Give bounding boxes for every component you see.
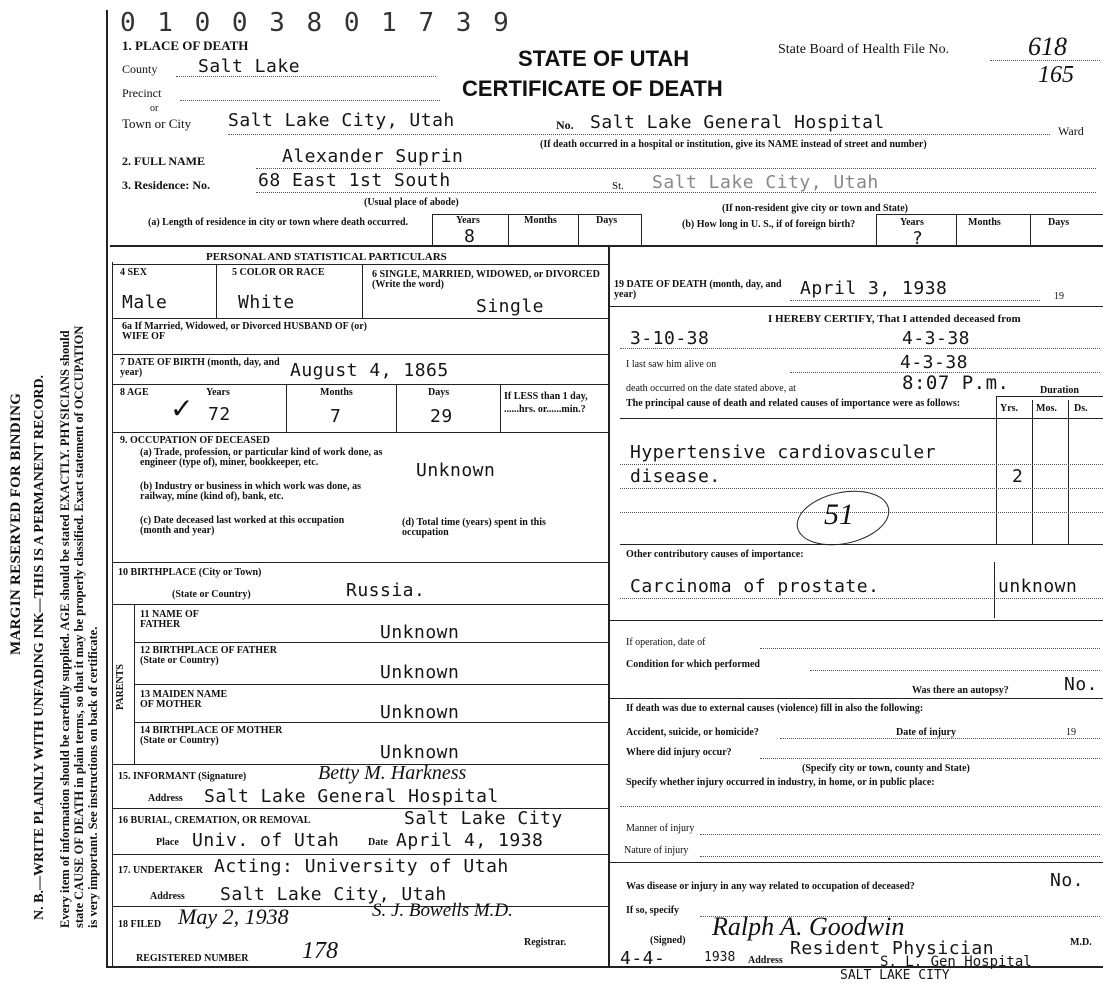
certify-text: I HEREBY CERTIFY, That I attended deceased from [768, 313, 1021, 325]
months-header: Months [524, 215, 557, 226]
burial-place-value: Univ. of Utah [192, 830, 340, 851]
row-dob-bottom [112, 384, 608, 385]
manner-line [700, 834, 1100, 835]
birthplace-state-label: (State or Country) [172, 589, 251, 600]
dod-year-prefix: 19 [1054, 291, 1064, 302]
occupation-related-label: Was disease or injury in any way related to occupation of deceased? [626, 881, 915, 892]
duration-col3 [1068, 400, 1069, 544]
street-no-label: No. [556, 118, 574, 132]
father-birthplace-label: 12 BIRTHPLACE OF FATHER (State or Country) [140, 645, 277, 666]
residence-box-div3 [578, 214, 579, 245]
row-burial-bottom [112, 854, 608, 855]
nature-line [700, 856, 1100, 857]
operation-line [760, 648, 1100, 649]
birthplace-label: 10 BIRTHPLACE (City or Town) [118, 567, 262, 578]
registered-number-label: REGISTERED NUMBER [136, 953, 249, 964]
town-line [228, 134, 1050, 135]
duration-col2 [1032, 400, 1033, 544]
burial-value: Salt Lake City [404, 808, 563, 829]
state-heading: STATE OF UTAH [518, 46, 690, 71]
personal-section-title: PERSONAL AND STATISTICAL PARTICULARS [206, 251, 447, 263]
duration-header: Duration [1040, 385, 1079, 396]
age-label: 8 AGE [120, 387, 149, 398]
physician-address-label: Address [748, 955, 783, 966]
county-label: County [122, 62, 158, 76]
mother-name-label: 13 MAIDEN NAME OF MOTHER [140, 689, 228, 710]
cause-rule-1 [620, 464, 1103, 465]
us-residence-label: (b) How long in U. S., if of foreign birth? [682, 219, 856, 230]
us-box-top [876, 214, 1103, 215]
cause-duration-years: 2 [1012, 466, 1024, 487]
informant-address-label: Address [148, 793, 183, 804]
registered-number-value: 178 [302, 938, 338, 964]
duration-ds-header: Ds. [1074, 403, 1088, 414]
age-div3 [500, 384, 501, 432]
form-left-border [106, 10, 108, 968]
serial-number: 0 1 0 0 3 8 0 1 7 3 9 [120, 8, 512, 38]
us-years-header: Years [900, 217, 924, 228]
accident-label: Accident, suicide, or homicide? [626, 727, 759, 738]
where-line [760, 758, 1100, 759]
sex-value: Male [122, 292, 168, 313]
where-injury-label: Where did injury occur? [626, 747, 732, 758]
age-years-value: 72 [208, 404, 231, 425]
town-label: Town or City [122, 116, 192, 131]
age-div1 [286, 384, 287, 432]
full-name-value: Alexander Suprin [282, 146, 464, 167]
attended-to-value: 4-3-38 [902, 328, 971, 349]
parents-label: PARENTS [115, 664, 126, 710]
signed-date: 4-4- [620, 948, 666, 969]
precinct-line [180, 100, 440, 101]
condition-label: Condition for which performed [626, 659, 760, 670]
file-number-secondary: 165 [1038, 62, 1074, 88]
row-dod-bottom [610, 306, 1103, 307]
residence-box-div1 [432, 214, 433, 245]
date-of-death-line [790, 300, 1040, 301]
row-spouse-bottom [112, 354, 608, 355]
residence-line [256, 192, 1096, 193]
precinct-label: Precinct [122, 86, 162, 100]
autopsy-value: No. [1064, 674, 1099, 695]
us-days-header: Days [1048, 217, 1070, 228]
registrar-signature: S. J. Bowells M.D. [372, 900, 513, 921]
age-months-value: 7 [330, 406, 342, 427]
marital-status-label: 6 SINGLE, MARRIED, WIDOWED, or DIVORCED (Write the word) [372, 269, 600, 290]
undertaker-value: Acting: University of Utah [214, 856, 509, 877]
autopsy-label: Was there an autopsy? [912, 685, 1009, 696]
spouse-label: 6a If Married, Widowed, or Divorced HUSBAND OF (or) WIFE OF [122, 321, 367, 342]
residence-box-div4 [641, 214, 642, 245]
margin-instructions-3: is very important. See instructions on back of certificate. [86, 626, 100, 928]
physician-title: Resident Physician [790, 938, 995, 959]
less-than-day-label: If LESS than 1 day, ......hrs. or......min.? [504, 391, 588, 415]
burial-place-label: Place [156, 837, 179, 848]
circled-code-value: 51 [824, 498, 854, 531]
mother-birthplace-label: 14 BIRTHPLACE OF MOTHER (State or Country) [140, 725, 283, 746]
file-number-label: State Board of Health File No. [778, 42, 950, 57]
us-years-value: ? [912, 228, 924, 249]
row-father-bottom [134, 642, 608, 643]
nonresident-note: (If non-resident give city or town and State) [722, 203, 909, 214]
occupation-b-label: (b) Industry or business in which work was done, as railway, mine (kind of), bank, etc. [140, 481, 361, 502]
occupation-d-label: (d) Total time (years) spent in this occupation [402, 517, 546, 538]
residence-city-value: Salt Lake City, Utah [652, 172, 879, 193]
county-line [176, 76, 436, 77]
top-section-divider [110, 245, 1103, 247]
burial-date-label: Date [368, 837, 388, 848]
age-div2 [396, 384, 397, 432]
usual-abode-note: (Usual place of abode) [364, 197, 459, 208]
us-months-header: Months [968, 217, 1001, 228]
age-months-header: Months [320, 387, 353, 398]
death-occurred-label: death occurred on the date stated above, at [626, 383, 796, 394]
full-name-line [256, 168, 1096, 169]
left-inner-border [112, 262, 113, 966]
other-causes-duration: unknown [998, 576, 1078, 597]
personal-title-line [112, 264, 608, 265]
hospital-note: (If death occurred in a hospital or institution, give its NAME instead of street and number) [540, 139, 927, 150]
cause-bottom [620, 544, 1103, 545]
attended-from-value: 3-10-38 [630, 328, 710, 349]
last-saw-label: I last saw him alive on [626, 359, 717, 370]
date-of-death-label: 19 DATE OF DEATH (month, day, and year) [614, 279, 782, 300]
residence-years-value: 8 [464, 226, 476, 247]
duration-header-line [996, 396, 1103, 397]
binding-margin [0, 0, 108, 983]
specify-industry-label: Specify whether injury occurred in industry, in home, or in public place: [626, 777, 935, 788]
death-time-value: 8:07 P.m. [902, 372, 1010, 394]
occupation-a-label: (a) Trade, profession, or particular kind of work done, as engineer (type of), miner, bookkeeper, etc. [140, 447, 383, 468]
informant-label: 15. INFORMANT (Signature) [118, 771, 247, 782]
other-causes-label: Other contributory causes of importance: [626, 549, 804, 560]
other-bottom [610, 620, 1103, 621]
county-value: Salt Lake [198, 56, 301, 77]
marital-status-value: Single [476, 296, 545, 317]
age-check-mark: ✓ [170, 392, 194, 425]
industry-line [620, 806, 1100, 807]
father-name-label: 11 NAME OF FATHER [140, 609, 199, 630]
duration-mos-header: Mos. [1036, 403, 1057, 414]
margin-instructions-1: Every item of information should be carefully supplied. AGE should be stated EXACTLY. PHYSICIANS should [58, 330, 72, 928]
signed-year: 1938 [704, 950, 736, 965]
occupation-value: Unknown [416, 460, 496, 481]
filed-date: May 2, 1938 [178, 904, 289, 929]
undertaker-label: 17. UNDERTAKER [118, 865, 204, 876]
cause-line-1: Hypertensive cardiovasculer [630, 442, 937, 463]
color-marital-divider [362, 264, 363, 318]
manner-label: Manner of injury [626, 823, 695, 834]
color-value: White [238, 292, 295, 313]
sex-label: 4 SEX [120, 267, 147, 278]
date-of-injury-label: Date of injury [896, 727, 956, 738]
specify-city-note: (Specify city or town, county and State) [802, 763, 970, 774]
row-age-bottom [112, 432, 608, 433]
or-label: or [150, 103, 159, 114]
father-name-value: Unknown [380, 622, 460, 643]
margin-permanent-record-text: N. B.—WRITE PLAINLY WITH UNFADING INK—THIS IS A PERMANENT RECORD. [32, 374, 47, 920]
informant-signature: Betty M. Harkness [318, 762, 467, 784]
residence-st-label: St. [612, 180, 624, 192]
physician-address: S. L. Gen Hospital [880, 954, 1032, 970]
row-occupation-bottom [112, 562, 608, 563]
row-father-bp-bottom [134, 684, 608, 685]
hospital-value: Salt Lake General Hospital [590, 112, 885, 133]
us-box-div3 [1030, 214, 1031, 245]
autopsy-bottom [610, 698, 1103, 699]
margin-binding-text: MARGIN RESERVED FOR BINDING [8, 392, 24, 655]
other-duration-divider [994, 562, 995, 618]
mother-name-value: Unknown [380, 702, 460, 723]
occupation-related-value: No. [1050, 870, 1085, 891]
nature-label: Nature of injury [624, 845, 689, 856]
signed-label: (Signed) [650, 935, 686, 946]
dob-value: August 4, 1865 [290, 360, 449, 381]
if-so-label: If so, specify [626, 905, 680, 916]
burial-label: 16 BURIAL, CREMATION, OR REMOVAL [118, 815, 311, 826]
residence-length-label: (a) Length of residence in city or town where death occurred. [148, 217, 409, 228]
filed-label: 18 FILED [118, 919, 162, 930]
days-header: Days [596, 215, 618, 226]
occupation-c-label: (c) Date deceased last worked at this occupation (month and year) [140, 515, 345, 536]
other-rule-1 [620, 598, 1103, 599]
cause-header-line [620, 418, 1103, 419]
informant-address-value: Salt Lake General Hospital [204, 786, 499, 807]
last-saw-value: 4-3-38 [900, 352, 969, 373]
file-number-value: 618 [1028, 32, 1067, 61]
center-column-divider [608, 245, 610, 966]
certificate-title: CERTIFICATE OF DEATH [462, 76, 723, 101]
registrar-label: Registrar. [524, 937, 567, 948]
residence-label: 3. Residence: No. [122, 178, 210, 192]
condition-line [810, 670, 1100, 671]
ward-label: Ward [1058, 124, 1084, 138]
us-box-div2 [956, 214, 957, 245]
age-days-header: Days [428, 387, 450, 398]
age-years-header: Years [206, 387, 230, 398]
age-days-value: 29 [430, 406, 453, 427]
injury-year-prefix: 19 [1066, 727, 1076, 738]
full-name-label: 2. FULL NAME [122, 154, 206, 168]
date-of-death-value: April 3, 1938 [800, 278, 948, 299]
residence-value: 68 East 1st South [258, 170, 451, 191]
injury-bottom [610, 862, 1103, 863]
cause-line-2: disease. [630, 466, 721, 487]
occupation-label: 9. OCCUPATION OF DECEASED [120, 435, 270, 446]
father-birthplace-value: Unknown [380, 662, 460, 683]
undertaker-address-label: Address [150, 891, 185, 902]
file-number-line [990, 60, 1100, 61]
attended-line [620, 348, 1100, 349]
row-birthplace-bottom [112, 604, 608, 605]
duration-yrs-header: Yrs. [1000, 403, 1019, 414]
years-header: Years [456, 215, 480, 226]
burial-date-value: April 4, 1938 [396, 830, 544, 851]
row-sex-bottom [112, 318, 608, 319]
sex-color-divider [216, 264, 217, 318]
principal-cause-label: The principal cause of death and related causes of importance were as follows: [626, 398, 961, 409]
row-mother-bottom [134, 722, 608, 723]
undertaker-address-value: Salt Lake City, Utah [220, 884, 447, 905]
place-of-death-label: 1. PLACE OF DEATH [122, 38, 249, 53]
us-box-div1 [876, 214, 877, 245]
birthplace-value: Russia. [346, 580, 426, 601]
physician-signature: Ralph A. Goodwin [712, 912, 905, 941]
operation-label: If operation, date of [626, 637, 706, 648]
dob-label: 7 DATE OF BIRTH (month, day, and year) [120, 357, 280, 378]
physician-address-city: SALT LAKE CITY [840, 968, 950, 983]
margin-instructions-2: state CAUSE OF DEATH in plain terms, so that it may be properly classified. Exact statement of OCCUPATION [72, 325, 86, 928]
mother-birthplace-value: Unknown [380, 742, 460, 763]
residence-box-div2 [508, 214, 509, 245]
town-value: Salt Lake City, Utah [228, 110, 455, 131]
external-causes-label: If death was due to external causes (violence) fill in also the following: [626, 703, 924, 714]
color-label: 5 COLOR OR RACE [232, 267, 325, 278]
cause-rule-2 [620, 488, 1103, 489]
accident-line [780, 738, 1100, 739]
md-label: M.D. [1070, 937, 1092, 948]
other-causes-value: Carcinoma of prostate. [630, 576, 880, 597]
